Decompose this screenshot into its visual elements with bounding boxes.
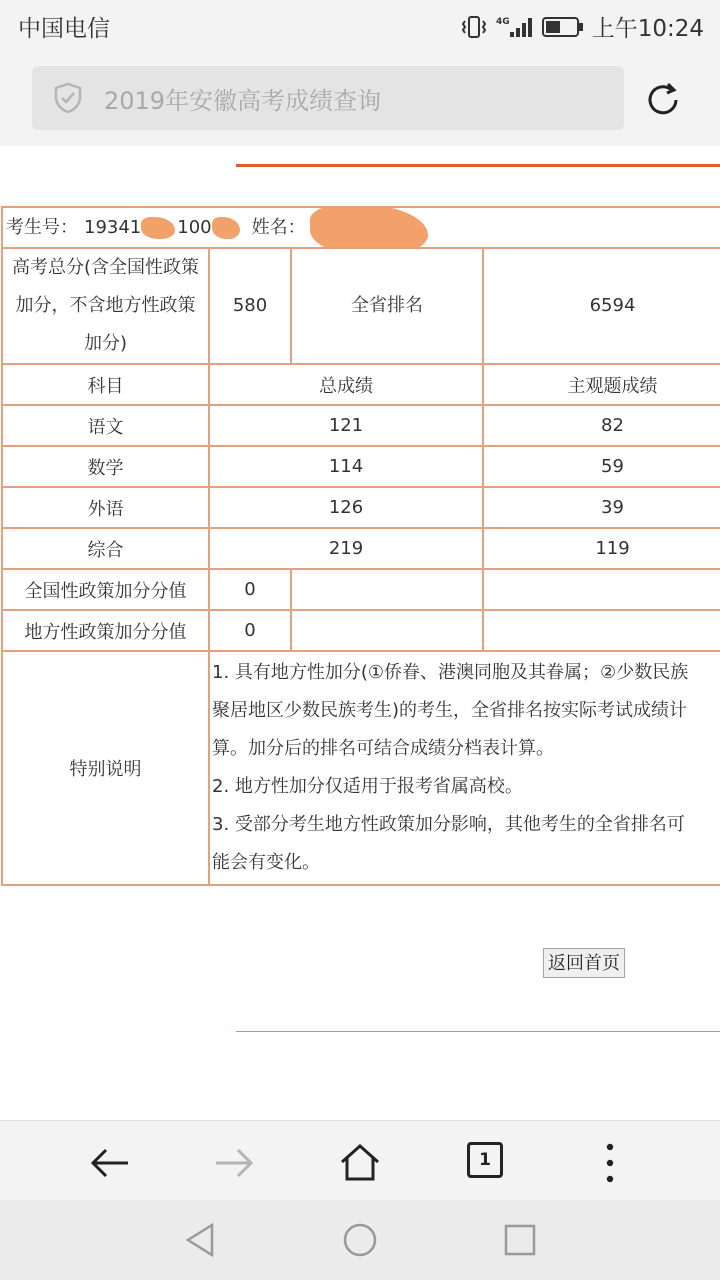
page-content [0,146,720,1120]
subject-total: 114 [209,446,483,487]
subject-subjective: 39 [483,487,720,528]
notes-line: 算。加分后的排名可结合成绩分档表计算。 [212,738,554,759]
subject-total: 121 [209,405,483,446]
carrier-name: 中国电信 [18,16,110,42]
national-bonus-label: 全国性政策加分分值 [2,569,209,610]
system-nav-bar [0,1200,720,1280]
nav-recents-icon[interactable] [504,1224,536,1256]
notes-row [2,651,720,885]
province-rank-value: 6594 [483,248,720,364]
subject-subjective: 59 [483,446,720,487]
redaction-mark [212,217,240,239]
browser-toolbar [0,1120,720,1200]
subject-total: 219 [209,528,483,569]
province-rank-label: 全省排名 [291,248,483,364]
empty-cell [291,569,483,610]
tab-count-button[interactable]: 1 [467,1142,503,1178]
subject-header: 科目 [2,364,209,405]
student-id-label: 考生号： [6,217,78,238]
signal-4g-icon [496,15,534,39]
back-to-home-button[interactable]: 返回首页 [543,948,625,978]
redaction-mark [141,217,175,239]
student-id-row [2,207,720,248]
vibrate-icon [460,15,488,39]
table-row [2,528,720,569]
table-row [2,487,720,528]
clock: 上午10:24 [591,16,704,42]
shield-icon [52,82,84,114]
subject-name: 综合 [2,528,209,569]
total-score-row [2,248,720,364]
more-menu-icon[interactable] [588,1141,632,1185]
empty-cell [483,569,720,610]
local-bonus-label: 地方性政策加分分值 [2,610,209,651]
notes-line: 聚居地区少数民族考生)的考生，全省排名按实际考试成绩计 [212,700,688,721]
student-id-value: 19341 [84,217,142,238]
reload-icon[interactable] [644,80,684,120]
status-icons [460,10,704,43]
subjective-header: 主观题成绩 [483,364,720,405]
address-bar[interactable] [32,66,624,130]
empty-cell [291,610,483,651]
table-row [2,446,720,487]
forward-arrow-icon[interactable] [212,1141,256,1185]
student-id-cell [2,207,720,248]
local-bonus-row [2,610,720,651]
nav-home-icon[interactable] [342,1222,378,1258]
name-redaction-mark [310,207,428,248]
notes-line: 3. 受部分考生地方性政策加分影响，其他考生的全省排名可 [212,814,685,835]
notes-line: 2. 地方性加分仅适用于报考省属高校。 [212,776,523,797]
total-score-value: 580 [209,248,291,364]
nav-back-icon[interactable] [184,1222,216,1258]
address-bar-area [0,50,720,146]
footer-divider [236,1031,720,1032]
total-header: 总成绩 [209,364,483,405]
table-row [2,405,720,446]
header-divider [236,164,720,167]
notes-line: 1. 具有地方性加分(①侨眷、港澳同胞及其眷属；②少数民族 [212,662,689,683]
home-icon[interactable] [338,1141,382,1185]
student-id-suffix: 100 [177,217,212,238]
table-header-row [2,364,720,405]
subject-total: 126 [209,487,483,528]
national-bonus-value: 0 [209,569,291,610]
local-bonus-value: 0 [209,610,291,651]
notes-line: 能会有变化。 [212,852,320,873]
subject-name: 语文 [2,405,209,446]
battery-icon [542,16,584,38]
svg-text:4G: 4G [495,16,510,27]
student-name-label: 姓名： [251,217,306,238]
national-bonus-row [2,569,720,610]
subject-subjective: 119 [483,528,720,569]
notes-content [209,651,720,885]
address-text[interactable]: 2019年安徽高考成绩查询 [104,87,382,115]
back-arrow-icon[interactable] [88,1141,132,1185]
notes-label: 特别说明 [2,651,209,885]
subject-subjective: 82 [483,405,720,446]
subject-name: 外语 [2,487,209,528]
status-bar [0,0,720,50]
total-score-label: 高考总分(含全国性政策 加分，不含地方性政策 加分) [2,248,209,364]
score-table [1,206,720,886]
empty-cell [483,610,720,651]
subject-name: 数学 [2,446,209,487]
